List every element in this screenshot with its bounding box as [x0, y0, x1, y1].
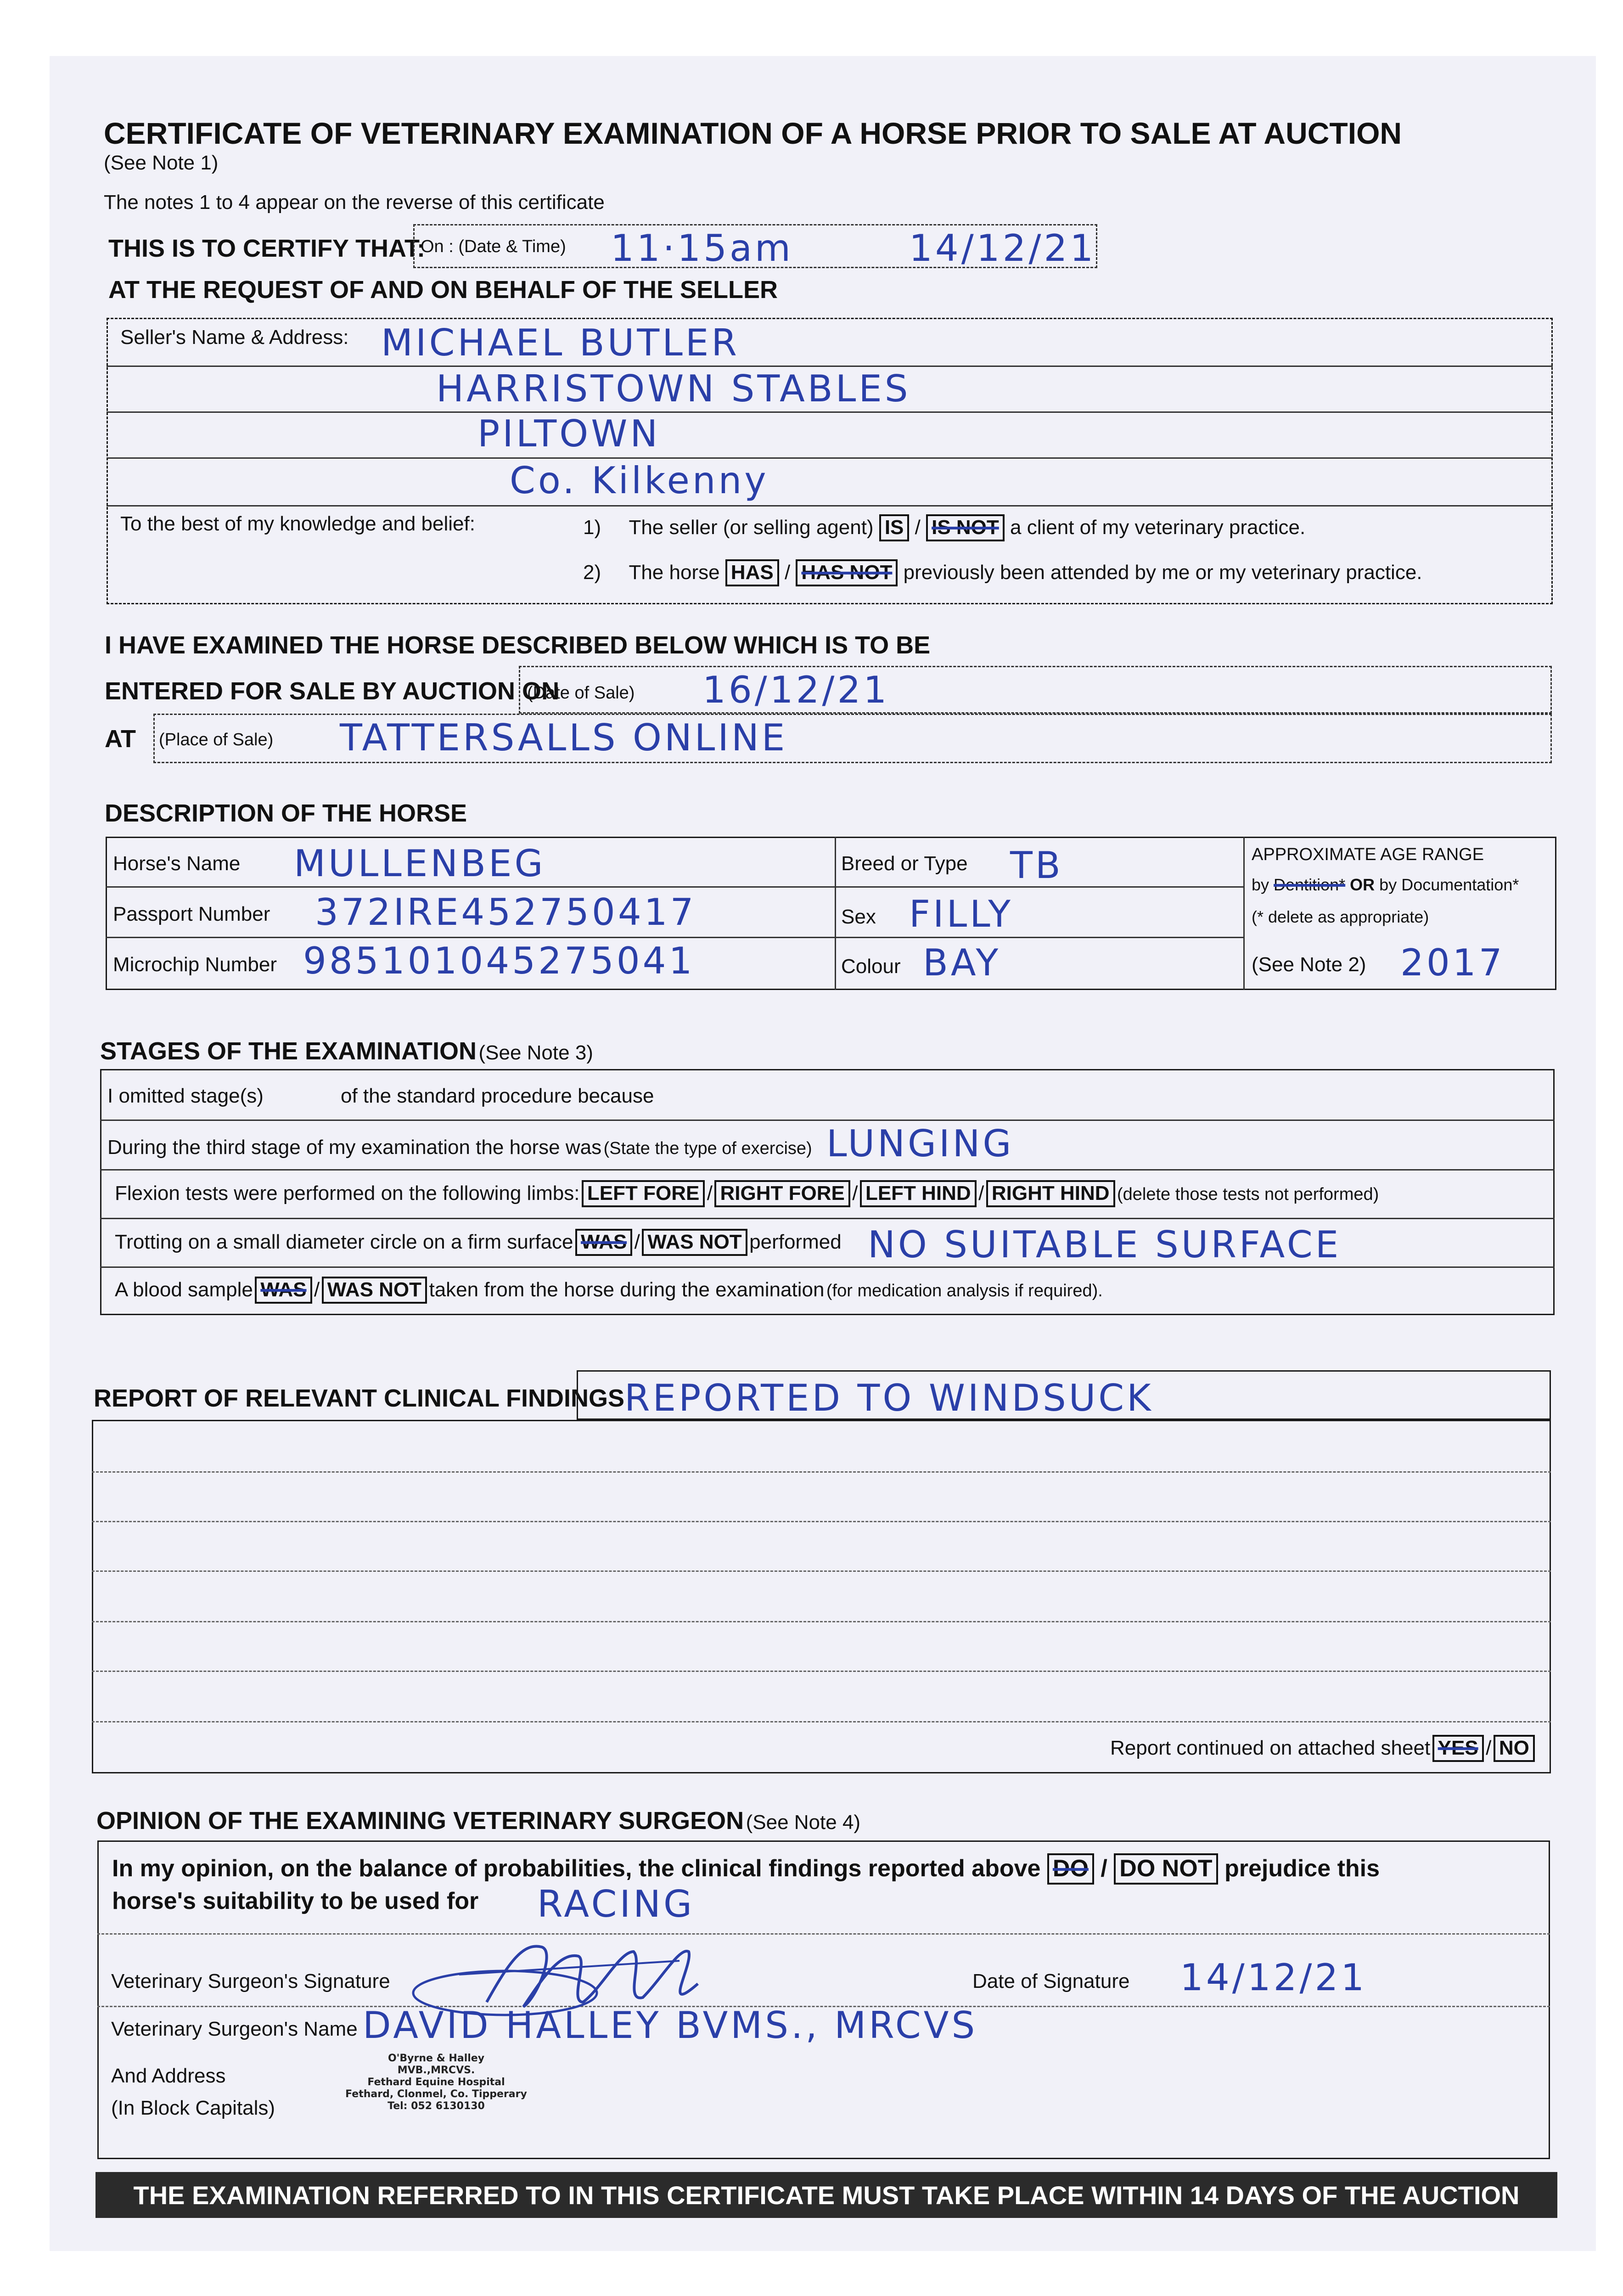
opinion-text-line-1: In my opinion, on the balance of probabilities, the clinical findings reported above DO / DO NOT prejudice this	[112, 1853, 1380, 1885]
trotting-was-not-option[interactable]: WAS NOT	[642, 1229, 747, 1256]
exercise-type: LUNGING	[826, 1122, 1014, 1165]
trotting-was-option[interactable]: WAS	[575, 1229, 632, 1256]
has-option[interactable]: HAS	[725, 559, 779, 586]
intended-use: RACING	[537, 1883, 695, 1925]
left-hind-option[interactable]: LEFT HIND	[860, 1180, 977, 1207]
left-fore-option[interactable]: LEFT FORE	[582, 1180, 705, 1207]
continued-yes-option[interactable]: YES	[1432, 1735, 1484, 1762]
horse-name: MULLENBEG	[294, 842, 546, 885]
report-lines-box[interactable]	[92, 1420, 1551, 1773]
seller-address-line-2: PILTOWN	[477, 412, 661, 455]
breed-value: TB	[1010, 844, 1063, 887]
is-option[interactable]: IS	[879, 514, 910, 541]
third-stage-label: During the third stage of my examination the horse was (State the type of exercise)	[107, 1136, 812, 1159]
certify-label: THIS IS TO CERTIFY THAT:	[108, 235, 426, 262]
seller-name-label: Seller's Name & Address:	[120, 326, 349, 349]
block-capitals-label: (In Block Capitals)	[111, 2097, 275, 2119]
signature-label: Veterinary Surgeon's Signature	[111, 1970, 390, 1992]
documentation-option[interactable]: by Documentation*	[1379, 875, 1519, 894]
exam-date: 14/12/21	[909, 227, 1096, 270]
surgeon-name: DAVID HALLEY BVMS., MRCVS	[363, 2004, 978, 2047]
stages-heading: STAGES OF THE EXAMINATION (See Note 3)	[100, 1037, 593, 1065]
age-see-note-2: (See Note 2)	[1252, 953, 1366, 976]
on-date-time-label: On : (Date & Time)	[421, 237, 566, 256]
age-value: 2017	[1400, 941, 1505, 984]
sale-date: 16/12/21	[702, 669, 890, 711]
signature-date: 14/12/21	[1180, 1956, 1367, 1999]
omitted-stages-reason-label: of the standard procedure because	[341, 1085, 654, 1107]
knowledge-item-2: 2) The horse HAS / HAS NOT previously been attended by me or my veterinary practice.	[583, 559, 1422, 586]
seller-address-line-1: HARRISTOWN STABLES	[436, 367, 911, 410]
report-heading: REPORT OF RELEVANT CLINICAL FINDINGS	[94, 1384, 625, 1412]
sex-label: Sex	[841, 906, 876, 928]
footer-banner: THE EXAMINATION REFERRED TO IN THIS CERTIFICATE MUST TAKE PLACE WITHIN 14 DAYS OF THE AUCTION	[95, 2172, 1557, 2218]
sale-place: TATTERSALLS ONLINE	[340, 716, 788, 759]
flexion-row: Flexion tests were performed on the following limbs: LEFT FORE / RIGHT FORE / LEFT HIND / RIGHT HIND (delete those tests not performed)	[115, 1180, 1379, 1207]
sex-value: FILLY	[909, 893, 1013, 935]
has-not-option[interactable]: HAS NOT	[796, 559, 898, 586]
right-fore-option[interactable]: RIGHT FORE	[714, 1180, 850, 1207]
passport-number: 372IRE452750417	[315, 891, 696, 934]
report-finding: REPORTED TO WINDSUCK	[624, 1377, 1154, 1419]
age-range-heading: APPROXIMATE AGE RANGE	[1252, 845, 1484, 864]
dentition-option[interactable]: Dentition*	[1274, 875, 1346, 894]
opinion-do-not-option[interactable]: DO NOT	[1114, 1853, 1218, 1885]
seller-address-line-3: Co. Kilkenny	[510, 459, 769, 502]
opinion-text-line-2: horse's suitability to be used for	[112, 1888, 479, 1914]
blood-was-not-option[interactable]: WAS NOT	[322, 1277, 427, 1304]
surgeon-name-label: Veterinary Surgeon's Name	[111, 2018, 358, 2040]
right-hind-option[interactable]: RIGHT HIND	[986, 1180, 1115, 1207]
knowledge-item-1: 1) The seller (or selling agent) IS / IS NOT a client of my veterinary practice.	[583, 514, 1305, 541]
see-note-1: (See Note 1)	[104, 152, 219, 174]
sale-date-box[interactable]	[519, 666, 1552, 714]
address-label: And Address	[111, 2065, 226, 2087]
passport-label: Passport Number	[113, 903, 270, 925]
age-delete-note: (* delete as appropriate)	[1252, 907, 1429, 926]
request-heading: AT THE REQUEST OF AND ON BEHALF OF THE SELLER	[108, 276, 778, 304]
sale-date-label: (Date of Sale)	[527, 683, 635, 703]
colour-label: Colour	[841, 955, 901, 978]
knowledge-label: To the best of my knowledge and belief:	[120, 512, 475, 535]
opinion-do-option[interactable]: DO	[1047, 1853, 1094, 1885]
blood-was-option[interactable]: WAS	[255, 1277, 312, 1304]
sale-place-label: (Place of Sale)	[159, 730, 274, 749]
trotting-row: Trotting on a small diameter circle on a firm surface WAS / WAS NOT performed	[115, 1229, 842, 1256]
description-heading: DESCRIPTION OF THE HORSE	[105, 799, 467, 827]
exam-time: 11·15am	[611, 227, 793, 270]
certificate-title: CERTIFICATE OF VETERINARY EXAMINATION OF A HORSE PRIOR TO SALE AT AUCTION	[104, 116, 1402, 150]
report-continued-row: Report continued on attached sheet YES / NO	[1110, 1735, 1535, 1762]
omitted-stages-label: I omitted stage(s)	[107, 1085, 264, 1107]
colour-value: BAY	[923, 941, 1001, 984]
breed-label: Breed or Type	[841, 852, 968, 875]
signature-date-label: Date of Signature	[972, 1970, 1130, 1992]
trotting-reason: NO SUITABLE SURFACE	[868, 1223, 1342, 1266]
at-label: AT	[105, 725, 136, 753]
continued-no-option[interactable]: NO	[1494, 1735, 1535, 1762]
practice-stamp: O'Byrne & Halley MVB.,MRCVS. Fethard Equine Hospital Fethard, Clonmel, Co. Tipperary Tel: 052 6130130	[345, 2053, 527, 2112]
examined-line-1: I HAVE EXAMINED THE HORSE DESCRIBED BELOW WHICH IS TO BE	[105, 631, 931, 659]
microchip-number: 985101045275041	[303, 940, 695, 982]
blood-sample-row: A blood sample WAS / WAS NOT taken from the horse during the examination (for medication analysis if required).	[115, 1277, 1103, 1304]
age-range-method: by Dentition* OR by Documentation*	[1252, 875, 1519, 894]
notes-line: The notes 1 to 4 appear on the reverse of this certificate	[104, 191, 605, 214]
is-not-option[interactable]: IS NOT	[926, 514, 1005, 541]
horse-name-label: Horse's Name	[113, 852, 241, 875]
microchip-label: Microchip Number	[113, 953, 277, 976]
examined-line-2: ENTERED FOR SALE BY AUCTION ON	[105, 677, 560, 705]
seller-name: MICHAEL BUTLER	[381, 321, 740, 364]
opinion-heading: OPINION OF THE EXAMINING VETERINARY SURGEON (See Note 4)	[96, 1807, 861, 1835]
